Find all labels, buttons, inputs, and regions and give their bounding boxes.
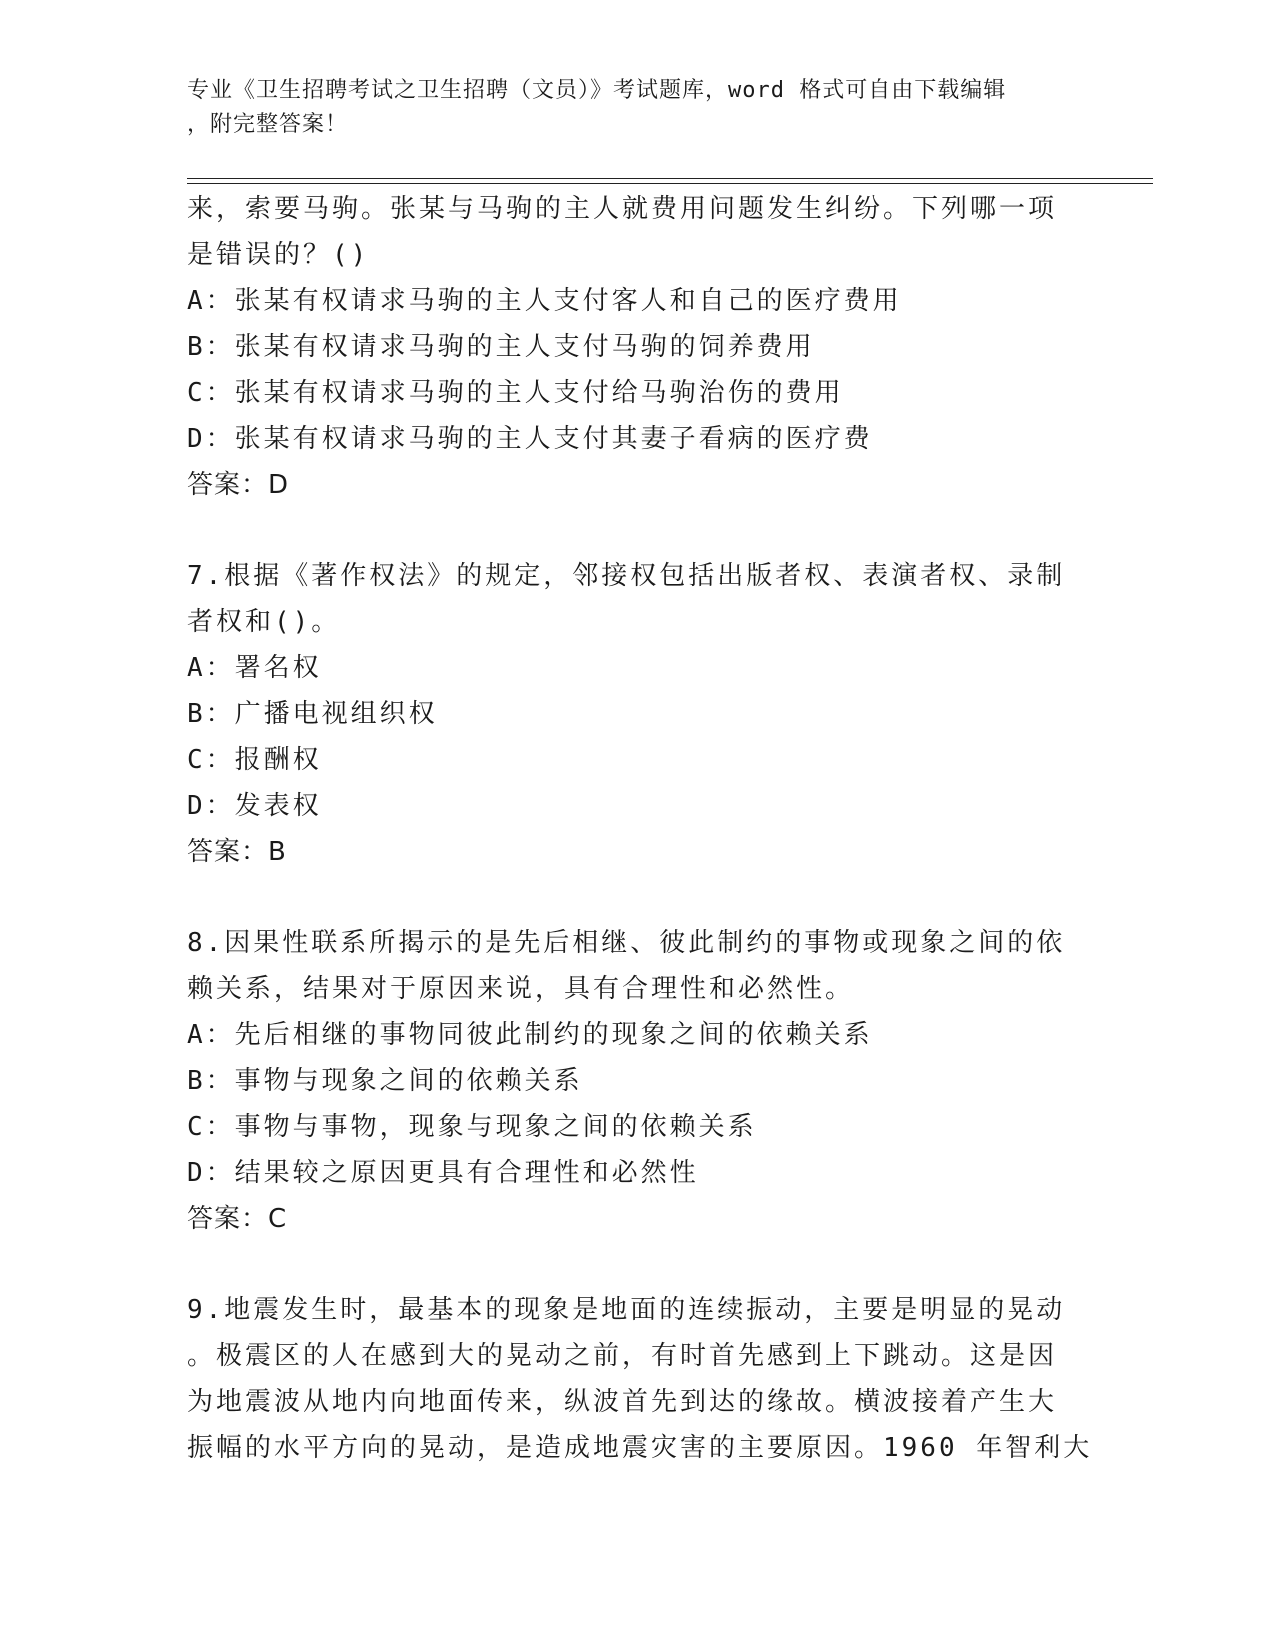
question-stem-line: 振幅的水平方向的晃动，是造成地震灾害的主要原因。1960 年智利大 (187, 1433, 1093, 1463)
option-b: B：广播电视组织权 (187, 699, 438, 729)
header-line-1: 专业《卫生招聘考试之卫生招聘（文员）》考试题库，word 格式可自由下载编辑 (187, 78, 1007, 103)
header-line-2: ，附完整答案！ (187, 112, 349, 137)
question-stem-line: 来，索要马驹。张某与马驹的主人就费用问题发生纠纷。下列哪一项 (187, 194, 1058, 224)
document-header (187, 74, 1067, 142)
question-stem-line: 9.地震发生时，最基本的现象是地面的连续振动，主要是明显的晃动 (187, 1295, 1066, 1325)
option-a: A：张某有权请求马驹的主人支付客人和自己的医疗费用 (187, 286, 902, 316)
header-divider-top (187, 178, 1153, 179)
question-stem-line: 是错误的？() (187, 240, 370, 270)
option-a: A：署名权 (187, 653, 322, 683)
option-b: B：张某有权请求马驹的主人支付马驹的饲养费用 (187, 332, 815, 362)
question-stem-line: 赖关系，结果对于原因来说，具有合理性和必然性。 (187, 974, 855, 1004)
answer-line: 答案：C (187, 1204, 288, 1234)
question-8 (187, 920, 1087, 1242)
option-c: C：事物与事物，现象与现象之间的依赖关系 (187, 1112, 757, 1142)
question-stem-line: 。极震区的人在感到大的晃动之前，有时首先感到上下跳动。这是因 (187, 1341, 1058, 1371)
option-a: A：先后相继的事物同彼此制约的现象之间的依赖关系 (187, 1020, 873, 1050)
question-stem-line: 为地震波从地内向地面传来，纵波首先到达的缘故。横波接着产生大 (187, 1387, 1058, 1417)
option-b: B：事物与现象之间的依赖关系 (187, 1066, 583, 1096)
question-list (187, 186, 1093, 1471)
answer-line: 答案：B (187, 837, 287, 867)
question-stem-line: 8.因果性联系所揭示的是先后相继、彼此制约的事物或现象之间的依 (187, 928, 1066, 958)
question-stem-line: 者权和()。 (187, 607, 341, 637)
question-stem-line: 7.根据《著作权法》的规定，邻接权包括出版者权、表演者权、录制 (187, 561, 1066, 591)
answer-line: 答案：D (187, 470, 290, 500)
option-d: D：结果较之原因更具有合理性和必然性 (187, 1158, 699, 1188)
option-c: C：张某有权请求马驹的主人支付给马驹治伤的费用 (187, 378, 844, 408)
header-divider-bottom (187, 183, 1153, 184)
question-6-continued (187, 186, 1087, 508)
question-7 (187, 553, 1087, 875)
option-d: D：张某有权请求马驹的主人支付其妻子看病的医疗费 (187, 424, 873, 454)
question-9 (187, 1287, 1093, 1471)
option-c: C：报酬权 (187, 745, 322, 775)
option-d: D：发表权 (187, 791, 322, 821)
